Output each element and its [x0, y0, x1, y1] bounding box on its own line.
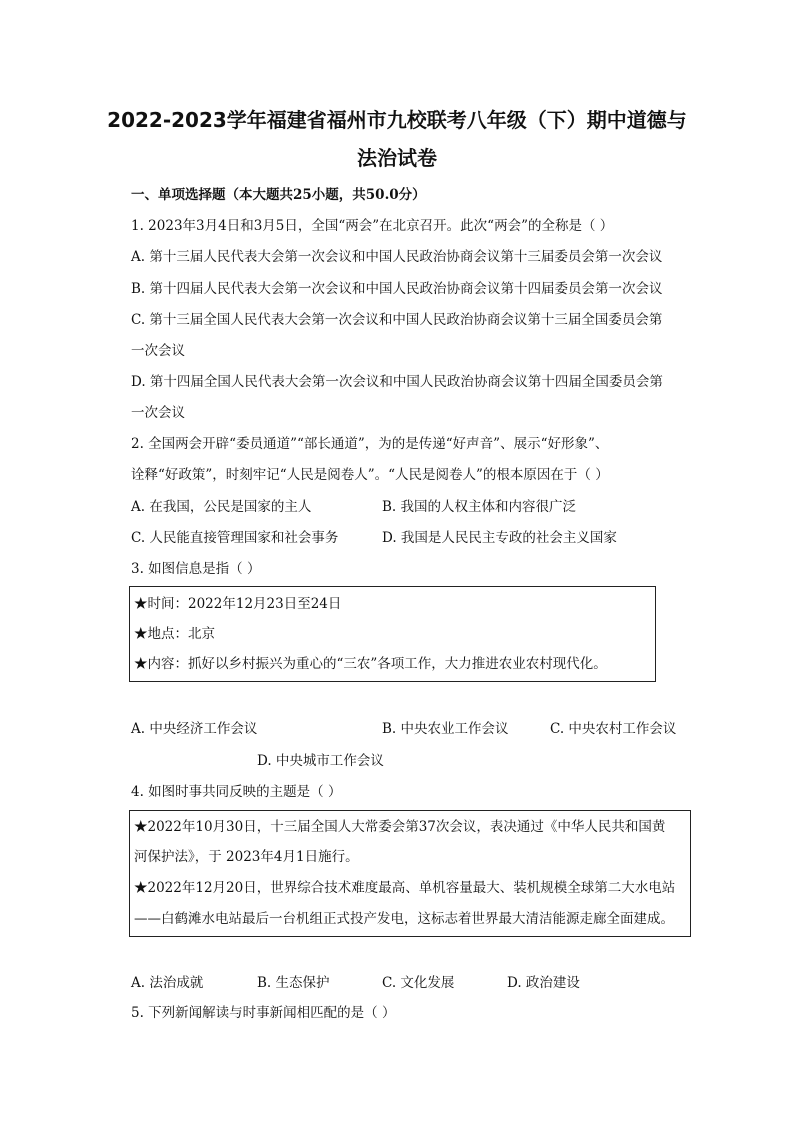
q4-info-line3: ★2022年12月20日，世界综合技术难度最高、单机容量最大、装机规模全球第二大水电站 — [134, 880, 676, 896]
q4-stem: 4. 如图时事共同反映的主题是（ ） — [131, 784, 342, 800]
q4-info-line1: ★2022年10月30日，十三届全国人大常委会第37次会议，表决通过《中华人民共和国黄 — [134, 819, 666, 835]
q3-stem: 3. 如图信息是指（ ） — [131, 561, 261, 577]
q1-option-c-cont: 一次会议 — [131, 343, 185, 359]
q1-option-c: C. 第十三届全国人民代表大会第一次会议和中国人民政治协商会议第十三届全国委员会第 — [131, 312, 663, 328]
q2-option-d: D. 我国是人民民主专政的社会主义国家 — [382, 530, 617, 546]
q1-option-d-cont: 一次会议 — [131, 405, 185, 421]
q2-stem-cont: 诠释“好政策”，时刻牢记“人民是阅卷人”。“人民是阅卷人”的根本原因在于（ ） — [131, 467, 609, 483]
q4-info-box — [129, 810, 691, 937]
q3-option-a: A. 中央经济工作会议 — [131, 721, 258, 737]
q4-option-a: A. 法治成就 — [131, 975, 204, 991]
q3-info-time: ★时间：2022年12月23日至24日 — [134, 596, 342, 612]
q3-info-place: ★地点：北京 — [134, 626, 215, 642]
q5-stem: 5. 下列新闻解读与时事新闻相匹配的是（ ） — [131, 1005, 396, 1021]
q3-info-content: ★内容：抓好以乡村振兴为重心的“三农”各项工作，大力推进农业农村现代化。 — [134, 656, 607, 672]
q3-info-box — [129, 586, 656, 682]
q1-option-a: A. 第十三届人民代表大会第一次会议和中国人民政治协商会议第十三届委员会第一次会议 — [131, 249, 663, 265]
q4-info-line2: 河保护法》，于 2023年4月1日施行。 — [134, 849, 359, 865]
q1-option-b: B. 第十四届人民代表大会第一次会议和中国人民政治协商会议第十四届委员会第一次会议 — [131, 281, 663, 297]
q1-option-d: D. 第十四届全国人民代表大会第一次会议和中国人民政治协商会议第十四届全国委员会第 — [131, 374, 663, 390]
q2-option-a: A. 在我国，公民是国家的主人 — [131, 499, 312, 515]
q4-option-b: B. 生态保护 — [257, 975, 330, 991]
q3-option-d: D. 中央城市工作会议 — [257, 753, 384, 769]
q4-option-c: C. 文化发展 — [382, 975, 455, 991]
section-heading: 一、单项选择题（本大题共25小题，共50.0分） — [131, 187, 426, 203]
q2-option-b: B. 我国的人权主体和内容很广泛 — [382, 499, 577, 515]
q4-option-d: D. 政治建设 — [507, 975, 580, 991]
q3-option-b: B. 中央农业工作会议 — [382, 721, 509, 737]
q4-info-line4: ——白鹤滩水电站最后一台机组正式投产发电，这标志着世界最大清洁能源走廊全面建成。 — [134, 911, 674, 927]
q1-stem: 1. 2023年3月4日和3月5日，全国“两会”在北京召开。此次“两会”的全称是（ ） — [131, 218, 614, 234]
exam-title-line1: 2022-2023学年福建省福州市九校联考八年级（下）期中道德与 — [107, 108, 687, 132]
q2-option-c: C. 人民能直接管理国家和社会事务 — [131, 530, 339, 546]
exam-title-line2: 法治试卷 — [357, 146, 437, 170]
q2-stem: 2. 全国两会开辟“委员通道”“部长通道”，为的是传递“好声音”、展示“好形象”、 — [131, 436, 609, 452]
q3-option-c: C. 中央农村工作会议 — [550, 721, 677, 737]
